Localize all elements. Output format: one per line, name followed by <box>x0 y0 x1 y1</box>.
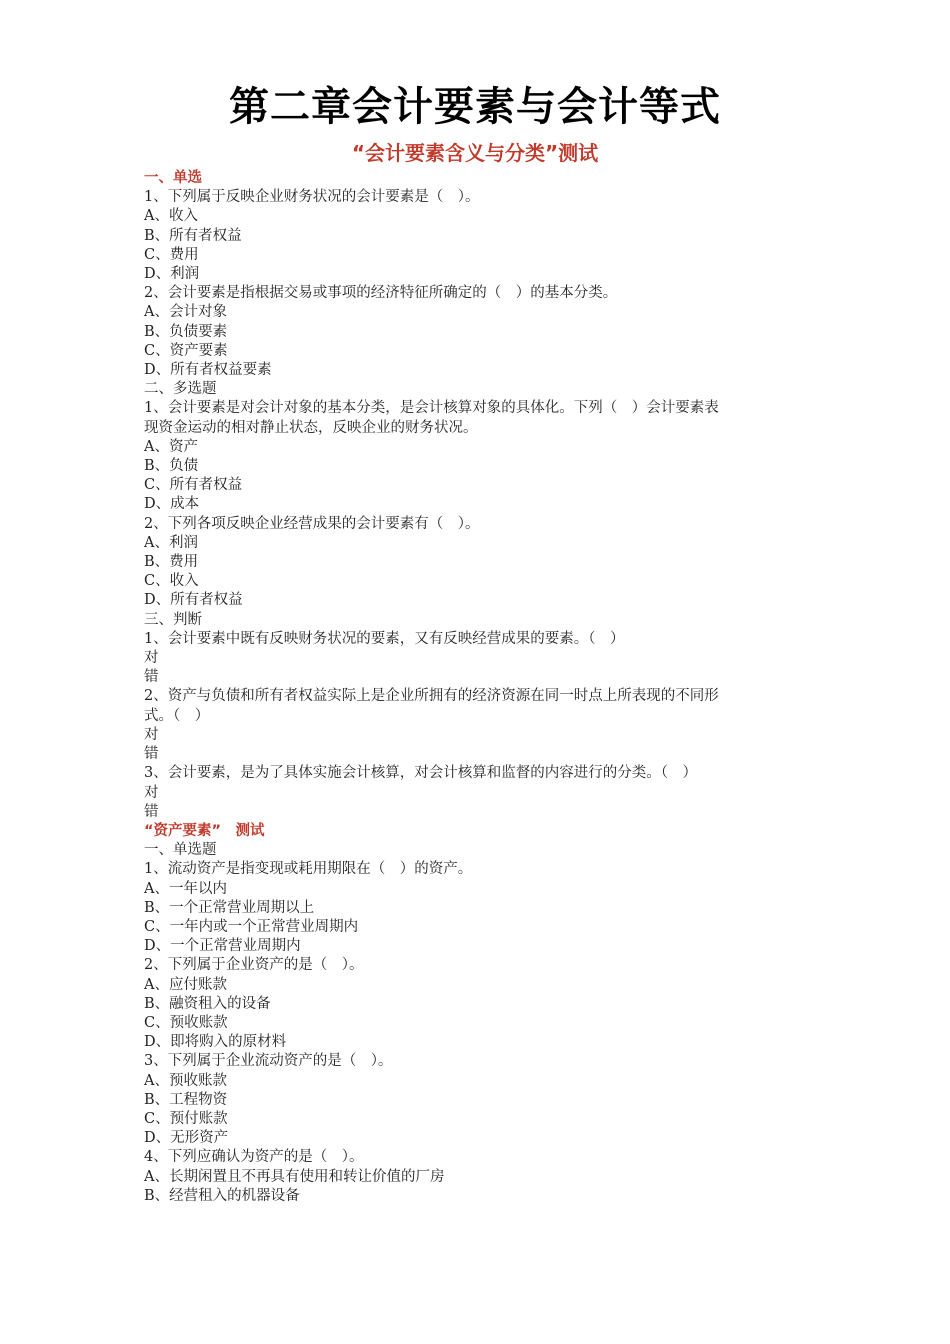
section-title-elements: “会计要素含义与分类”测试 <box>351 141 599 165</box>
option-text: B、经营租入的机器设备 <box>144 1187 300 1204</box>
option-text: C、资产要素 <box>144 342 228 359</box>
option-text: C、收入 <box>144 573 199 590</box>
option-text: B、负债 <box>144 458 199 475</box>
option-text: A、会计对象 <box>144 304 227 321</box>
question-text: 1、下列属于反映企业财务状况的会计要素是（ ）。 <box>144 189 480 206</box>
option-true: 对 <box>144 726 159 743</box>
option-true: 对 <box>144 650 159 667</box>
heading-single-choice: 一、单选题 <box>144 842 217 859</box>
option-text: A、利润 <box>144 534 198 551</box>
question-text: 式。（ ） <box>144 707 210 724</box>
heading-true-false: 三、判断 <box>144 611 202 628</box>
option-text: C、所有者权益 <box>144 477 243 494</box>
option-text: A、预收账款 <box>144 1072 227 1089</box>
option-text: B、工程物资 <box>144 1091 228 1108</box>
question-text: 1、流动资产是指变现或耗用期限在（ ）的资产。 <box>144 861 473 878</box>
question-text: 4、下列应确认为资产的是（ ）。 <box>144 1149 364 1166</box>
question-text: 1、会计要素中既有反映财务状况的要素，又有反映经营成果的要素。（ ） <box>144 630 625 647</box>
option-text: D、无形资产 <box>144 1130 229 1147</box>
option-text: C、预收账款 <box>144 1014 228 1031</box>
page-title: 第二章会计要素与会计等式 <box>229 84 721 130</box>
option-text: B、一个正常营业周期以上 <box>144 899 315 916</box>
option-text: C、预付账款 <box>144 1110 228 1127</box>
option-false: 错 <box>144 669 159 686</box>
option-false: 错 <box>144 803 159 820</box>
question-text: 2、资产与负债和所有者权益实际上是企业所拥有的经济资源在同一时点上所表现的不同形 <box>144 688 719 705</box>
option-text: A、应付账款 <box>144 976 227 993</box>
option-text: D、即将购入的原材料 <box>144 1034 287 1051</box>
option-true: 对 <box>144 784 159 801</box>
question-text: 3、会计要素，是为了具体实施会计核算，对会计核算和监督的内容进行的分类。（ ） <box>144 765 697 782</box>
option-text: D、所有者权益 <box>144 592 243 609</box>
option-text: D、一个正常营业周期内 <box>144 938 301 955</box>
question-text: 2、下列属于企业资产的是（ ）。 <box>144 957 364 974</box>
question-text: 3、下列属于企业流动资产的是（ ）。 <box>144 1053 393 1070</box>
option-text: A、一年以内 <box>144 880 227 897</box>
heading-single-choice: 一、单选 <box>144 170 202 186</box>
option-text: B、融资租入的设备 <box>144 995 271 1012</box>
option-text: D、成本 <box>144 496 200 513</box>
option-text: D、所有者权益要素 <box>144 362 272 379</box>
section-title-assets: “资产要素” 测试 <box>144 822 265 839</box>
option-text: C、费用 <box>144 246 199 263</box>
option-text: A、资产 <box>144 438 198 455</box>
heading-multiple-choice: 二、多选题 <box>144 381 217 398</box>
option-text: B、费用 <box>144 554 199 571</box>
option-text: B、负债要素 <box>144 323 228 340</box>
option-false: 错 <box>144 746 159 763</box>
option-text: A、长期闲置且不再具有使用和转让价值的厂房 <box>144 1168 445 1185</box>
document-body <box>144 169 814 1206</box>
question-text: 1、会计要素是对会计对象的基本分类，是会计核算对象的具体化。下列（ ）会计要素表 <box>144 400 719 417</box>
option-text: A、收入 <box>144 208 198 225</box>
question-text: 2、会计要素是指根据交易或事项的经济特征所确定的（ ）的基本分类。 <box>144 285 618 302</box>
option-text: C、一年内或一个正常营业周期内 <box>144 918 359 935</box>
option-text: B、所有者权益 <box>144 227 242 244</box>
question-text: 2、下列各项反映企业经营成果的会计要素有（ ）。 <box>144 515 480 532</box>
question-text: 现资金运动的相对静止状态，反映企业的财务状况。 <box>144 419 478 436</box>
option-text: D、利润 <box>144 266 200 283</box>
